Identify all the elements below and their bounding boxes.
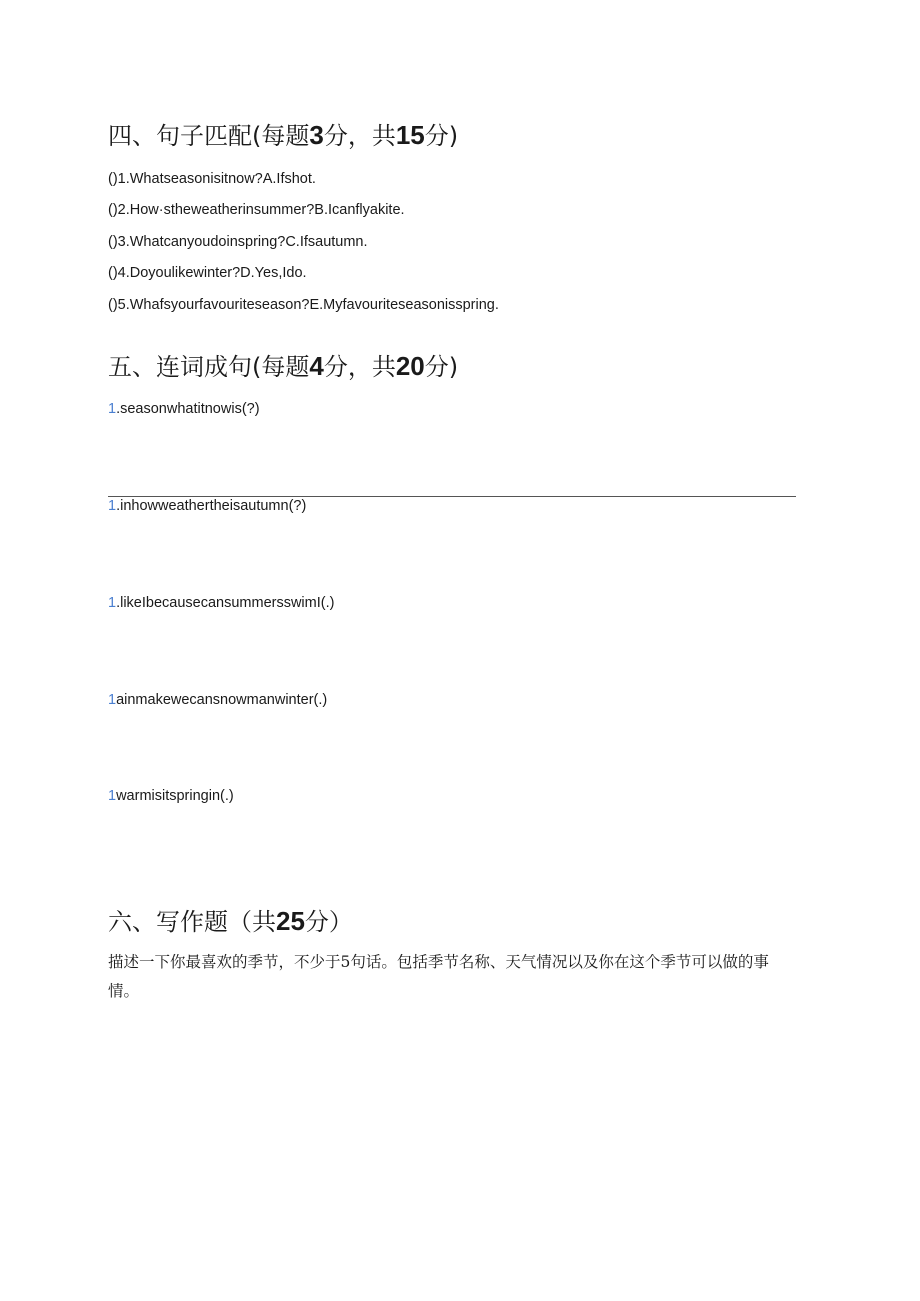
section-4-title-text-3: 分) bbox=[424, 122, 459, 150]
matching-item-2: ()2.How·stheweatherinsummer?B.Icanflyakite. bbox=[108, 202, 405, 218]
section-4-points-total: 15 bbox=[395, 120, 425, 150]
writing-prompt: 描述一下你最喜欢的季节，不少于5句话。包括季节名称、天气情况以及你在这个季节可以做的事情。 bbox=[108, 953, 769, 1000]
matching-item-4: ()4.Doyoulikewinter?D.Yes,Ido. bbox=[108, 265, 307, 281]
word-order-item-2 bbox=[108, 498, 306, 514]
item-text: .seasonwhatitnowis(?) bbox=[116, 401, 260, 417]
section-4-title bbox=[108, 116, 458, 151]
item-number: 1 bbox=[108, 595, 117, 611]
section-5-title-text-3: 分) bbox=[424, 353, 459, 381]
section-6-title-text: 六、写作题（共 bbox=[108, 908, 276, 936]
item-text: .inhowweathertheisautumn(?) bbox=[116, 498, 307, 514]
section-4-title-text-2: 分，共 bbox=[323, 122, 396, 150]
item-text: ainmakewecansnowmanwinter(.) bbox=[116, 692, 328, 708]
section-5-points-total: 20 bbox=[395, 351, 425, 381]
item-text: .likeIbecausecansummersswimI(.) bbox=[116, 595, 335, 611]
answer-line bbox=[108, 496, 796, 497]
word-order-item-1 bbox=[108, 401, 260, 417]
item-number: 1 bbox=[108, 498, 117, 514]
section-5-title bbox=[108, 347, 458, 382]
item-number: 1 bbox=[108, 692, 117, 708]
matching-item-3: ()3.Whatcanyoudoinspring?C.Ifsautumn. bbox=[108, 234, 368, 250]
item-text: warmisitspringin(.) bbox=[116, 788, 234, 804]
section-6-title bbox=[108, 902, 353, 937]
section-5-title-text: 五、连词成句(每题 bbox=[108, 353, 310, 381]
word-order-item-4 bbox=[108, 692, 327, 708]
word-order-item-5 bbox=[108, 788, 234, 804]
section-6-points-total: 25 bbox=[276, 906, 305, 936]
word-order-item-3 bbox=[108, 595, 334, 611]
matching-item-1: ()1.Whatseasonisitnow?A.Ifshot. bbox=[108, 171, 316, 187]
section-4-points-each: 3 bbox=[309, 120, 324, 150]
section-4-title-text: 四、句子匹配(每题 bbox=[108, 122, 310, 150]
item-number: 1 bbox=[108, 401, 117, 417]
section-6-title-text-2: 分） bbox=[304, 908, 353, 936]
section-5-points-each: 4 bbox=[309, 351, 324, 381]
matching-item-5: ()5.Whafsyourfavouriteseason?E.Myfavouriteseasonisspring. bbox=[108, 297, 499, 313]
section-5-title-text-2: 分，共 bbox=[323, 353, 396, 381]
item-number: 1 bbox=[108, 788, 117, 804]
